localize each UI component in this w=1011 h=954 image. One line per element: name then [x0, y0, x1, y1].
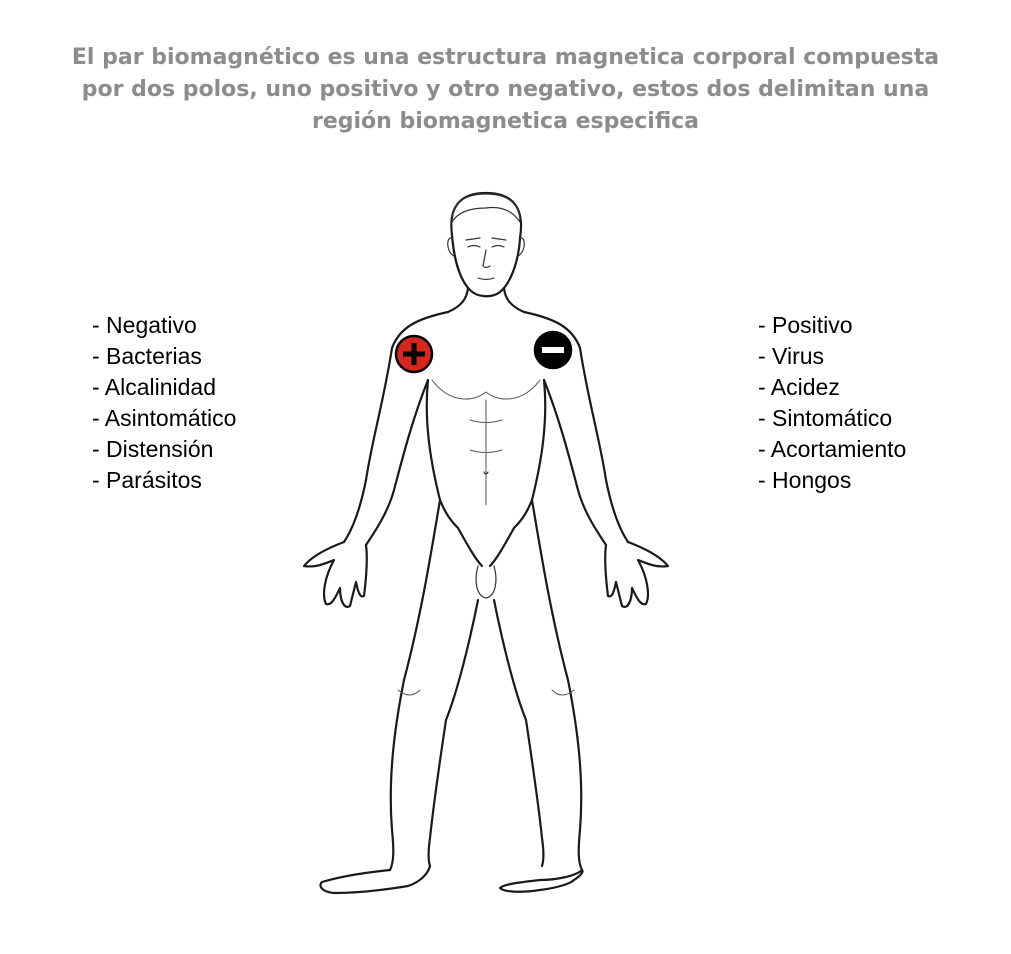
left-arm-inner	[366, 380, 428, 545]
list-item: - Positivo	[758, 312, 853, 338]
list-item: - Asintomático	[92, 405, 237, 431]
list-item: - Hongos	[758, 467, 852, 493]
list-item: - Distensión	[92, 436, 214, 462]
list-item: - Alcalinidad	[92, 374, 217, 400]
pelvis	[458, 528, 514, 566]
eyebrows	[466, 238, 506, 240]
list-item: - Virus	[758, 343, 825, 369]
right-arm-inner	[544, 380, 606, 545]
right-leg-inner	[494, 600, 544, 866]
left-torso-side	[427, 380, 458, 528]
headline-line-1: El par biomagnético es una estructura magnetica corporal compuesta	[71, 45, 940, 70]
negative-pole-marker	[533, 330, 573, 370]
genitals	[476, 566, 496, 598]
left-hand	[304, 542, 367, 607]
neck	[448, 288, 524, 312]
eyes	[468, 246, 504, 248]
abdomen	[470, 400, 502, 505]
headline-line-2: por dos polos, uno positivo y otro negativo, estos dos delimitan una	[81, 77, 930, 102]
left-leg-inner	[429, 600, 479, 866]
positive-pole-marker	[394, 334, 434, 374]
chest	[432, 380, 540, 399]
list-item: - Acidez	[758, 374, 840, 400]
left-foot	[321, 866, 431, 893]
list-item: - Sintomático	[758, 405, 893, 431]
right-foot	[500, 870, 583, 892]
knees	[398, 690, 574, 695]
headline-line-3: región biomagnetica especifica	[311, 109, 700, 134]
list-item: - Acortamiento	[758, 436, 907, 462]
list-item: - Negativo	[92, 312, 197, 338]
right-torso-side	[514, 380, 545, 528]
right-hand	[605, 542, 668, 607]
mouth	[478, 278, 494, 280]
nose	[483, 250, 490, 268]
list-item: - Parásitos	[92, 467, 202, 493]
list-item: - Bacterias	[92, 343, 202, 369]
